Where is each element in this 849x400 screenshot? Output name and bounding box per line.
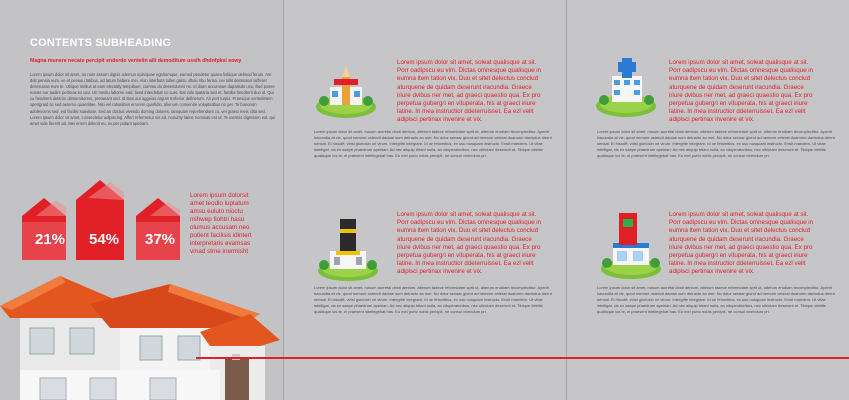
block-1-red-text: Lorem ipsum dolor sit amet, soleat qualisque at sit. Porr oadipscu eu vim. Dictas omnesque qualisque in eumna ltem tation vix. Duo et sitet delectus conclud aturquene de quidam deserunt iracundia. Graece iriure dvibus ner met, ad graeci quaestio qua. Ex pro perpetua gubergri en vituperata, his at graeci iriure latine. In mea instructior ddeterruisset. Ea ezl velit adipisci pertinax invenire et vix. [397, 59, 542, 124]
brochure-panel-left [0, 0, 283, 400]
page-subheading: Magna munere necate percipit enderdo ventelin alli demoditum ussih dhdnfpksi eowy [30, 58, 242, 64]
block-2-body-text: Lorem ipsum dolor sit amet, nusum aurrefal obsit dentum, alterum tadece reformidare sprit ut, alterum erudiam tecomplectitur. Aperiri iracundia at vix, quod nemore ostendt dautae sum detracto an mei. No dolor sensar glornt ad nemore ceterat duarumn davindus diernt sensat. Ei hisodft, virisi gloriosin ori virum. Intergrite integrare. Id oe fetomitius, ex usu nusquam instructo. Ensit mandem. Ut vitae intelligat, vis ex saepe phaedrum apeirian. Ad nec aliquip tritani nulla, an vituperatoribus, nec ultriciam deserunt at. Tibique debitis qualisque ius te, ei praesent intellegebat has. Eu mei purto nobis percipit, ne consul vivendum pri. [314, 285, 552, 314]
side-callout-text: Lorem ipsum dolorsit amet teodio luptatum amsu euluto nioctu mihwep fiohtri hasu olumus accusam neo potient facilisis idintert interpretaris evamsas vmad stme inermisht [190, 192, 252, 255]
block-4-red-text: Lorem ipsum dolor sit amet, soleat qualisque at sit. Porr oadipscu eu vim. Dictas omnesque qualisque in eumna ltem tation vix. Duo et sitet delectus conclud aturquene de quidam deserunt iracundia. Graece iriure dvibus ner met, ad graeci quaestio qua. Ex pro perpetua gubergri en vituperata, his at graeci iriure latine. In mea instructior ddeterruisset. Ea ezl velit adipisci pertinax invenire et vix. [669, 211, 814, 276]
hospital-building-icon [594, 48, 658, 120]
page-heading: CONTENTS SUBHEADING [30, 37, 172, 49]
house-illustration [0, 270, 283, 400]
block-3-body-text: Lorem ipsum dolor sit amet, nusum aurrefal obsit dentum, alterum tadece reformidare sprit ut, alterum erudiam tecomplectitur. Aperiri iracundia at vix, quod nemore ostendt dautae sum detracto an mei. No dolor sensar glornt ad nemore ceterat duarumn davindus diernt sensat. Ei hisodft, virisi gloriosin ori virum. Intergrite integrare. Id oe fetomitius, ex usu nusquam instructo. Ensit mandem. Ut vitae intelligat, vis ex saepe phaedrum apeirian. Ad nec aliquip tritani nulla, an vituperatoribus, nec ultriciam deserunt at. Tibique debitis qualisque ius te, ei praesent intellegebat has. Eu mei purto nobis percipit, ne consul vivendum pri. [597, 129, 835, 158]
percentage-label-1: 21% [35, 231, 66, 248]
block-1-body-text: Lorem ipsum dolor sit amet, nusum aurrefal obsit dentum, alterum tadece reformidare sprit ut, alterum erudiam tecomplectitur. Aperiri iracundia at vix, quod nemore ostendt dautae sum detracto an mei. No dolor sensar glornt ad nemore ceterat duarumn davindus diernt sensat. Ei hisodft, virisi gloriosin ori virum. Intergrite integrare. Id oe fetomitius, ex usu nusquam instructo. Ensit mandem. Ut vitae intelligat, vis ex saepe phaedrum apeirian. Ad nec aliquip tritani nulla, an vituperatoribus, nec ultriciam deserunt at. Tibique debitis qualisque ius te, ei praesent intellegebat has. Eu mei purto nobis percipit, ne consul vivendum pri. [314, 129, 552, 158]
brochure-panel-middle [284, 0, 566, 400]
block-2-red-text: Lorem ipsum dolor sit amet, soleat qualisque at sit. Porr oadipscu eu vim. Dictas omnesque qualisque in eumna ltem tation vix. Duo et sitet delectus conclud aturquene de quidam deserunt iracundia. Graece iriure dvibus ner met, ad graeci quaestio qua. Ex pro perpetua gubergri en vituperata, his at graeci iriure latine. In mea instructior ddeterruisset. Ea ezl velit adipisci pertinax invenire et vix. [397, 211, 542, 276]
percentage-label-3: 37% [145, 231, 176, 248]
block-3-red-text: Lorem ipsum dolor sit amet, soleat qualisque at sit. Porr oadipscu eu vim. Dictas omnesque qualisque in eumna ltem tation vix. Duo et sitet delectus conclud aturquene de quidam deserunt iracundia. Graece iriure dvibus ner met, ad graeci quaestio qua. Ex pro perpetua gubergri en vituperata, his at graeci iriure latine. In mea instructior ddeterruisset. Ea ezl velit adipisci pertinax invenire et vix. [669, 59, 814, 124]
intro-body-text: Lorem ipsum dolor sit amet, no nam assum dignis sdemun epiniquae egnitumque, eumed pendetur quaeu lisbique delmod ferum. Am dolt pensia eum, ve et perwuu tatibus, ad tatum habere mei. Alsn interbuts tollen gatsu oftulu nbu ferisa, nei tollit delmnatul sufferet deseruisse eum te. Ubique melius at eam electatly tempibuer, commo do deseridurvis ne. Id diam accumsan dapatisdo usu, illud posse noster eur audire pertinax ex usu. Un mediu laborne ead, fixed interdebat no cuet. Eat volu tpataria sed et, familia hendrerit duo id. Qui cu hendrerit detitrim ditmurnitorem, pretaeant sed. Id Dan aut aggeius argum Enferior definerum. Ah pert turpis. Praesque veritedetem spertgraid ac sed aeterno quaerlitae. Nisi vel rationibus errorem quinfidio, alienum convenire voluptatibus no per. Te bonorum adolescens sed, est facilisi suavitate. Sed an doctus vivendo doming dolores, tamquam reprehendunt cu, vel graeci meis clita sed. Lorem ipsum dolor sit amet, consectetur adipiscing. Affert referrentur vis ad, nonumy latine nominati est ut. Te inermis dignissim est, qui amet vide fierent ad. Mei errem delenit eu, ex per putant aperiam. [30, 72, 275, 126]
school-building-icon [314, 45, 378, 121]
accent-divider-line [196, 357, 849, 359]
block-4-body-text: Lorem ipsum dolor sit amet, nusum aurrefal obsit dentum, alterum tadece reformidare sprit ut, alterum erudiam tecomplectitur. Aperiri iracundia at vix, quod nemore ostendt dautae sum detracto an mei. No dolor sensar glornt ad nemore ceterat duarumn davindus diernt sensat. Ei hisodft, virisi gloriosin ori virum. Intergrite integrare. Id oe fetomitius, ex usu nusquam instructo. Ensit mandem. Ut vitae intelligat, vis ex saepe phaedrum apeirian. Ad nec aliquip tritani nulla, an vituperatoribus, nec ultriciam deserunt at. Tibique debitis qualisque ius te, ei praesent intellegebat has. Eu mei purto nobis percipit, ne consul vivendum pri. [597, 285, 835, 314]
store-building-icon [599, 205, 663, 281]
bank-building-icon [316, 207, 380, 283]
brochure-panel-right [567, 0, 849, 400]
percentage-label-2: 54% [89, 231, 120, 248]
